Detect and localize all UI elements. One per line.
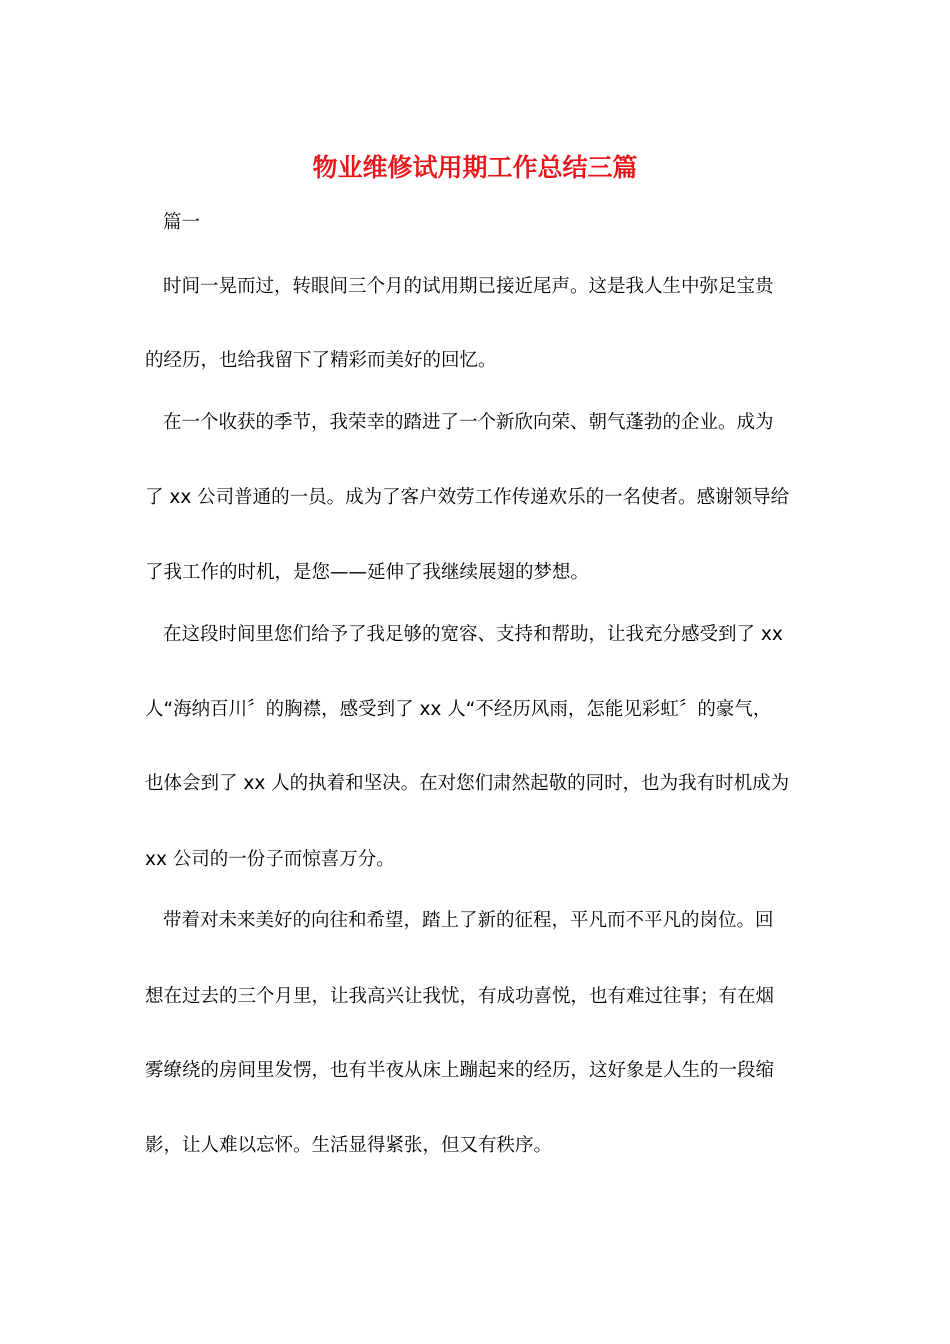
paragraph-line: 雾缭绕的房间里发愣，也有半夜从床上蹦起来的经历，这好象是人生的一段缩	[145, 1060, 775, 1081]
paragraph-line: 在这段时间里您们给予了我足够的宽容、支持和帮助，让我充分感受到了 xx	[163, 624, 783, 645]
paragraph-line: 的经历，也给我留下了精彩而美好的回忆。	[145, 350, 497, 371]
paragraph-line: 带着对未来美好的向往和希望，踏上了新的征程，平凡而不平凡的岗位。回	[163, 910, 774, 931]
section-label: 篇一	[163, 212, 201, 233]
paragraph-line: 了 xx 公司普通的一员。成为了客户效劳工作传递欢乐的一名使者。感谢领导给	[145, 487, 790, 508]
paragraph-line: xx 公司的一份子而惊喜万分。	[145, 849, 395, 870]
paragraph-line: 影，让人难以忘怀。生活显得紧张，但又有秩序。	[145, 1135, 553, 1156]
paragraph-line: 想在过去的三个月里，让我高兴让我忧，有成功喜悦，也有难过往事；有在烟	[145, 986, 775, 1007]
paragraph-line: 时间一晃而过，转眼间三个月的试用期已接近尾声。这是我人生中弥足宝贵	[163, 276, 774, 297]
document-title: 物业维修试用期工作总结三篇	[312, 153, 638, 182]
paragraph-line: 了我工作的时机，是您——延伸了我继续展翅的梦想。	[145, 562, 590, 583]
paragraph-line: 也体会到了 xx 人的执着和坚决。在对您们肃然起敬的同时，也为我有时机成为	[145, 773, 790, 794]
paragraph-line: 在一个收获的季节，我荣幸的踏进了一个新欣向荣、朝气蓬勃的企业。成为	[163, 412, 774, 433]
paragraph-line: 人“海纳百川〞的胸襟，感受到了 xx 人“不经历风雨，怎能见彩虹〞的豪气，	[145, 699, 772, 720]
